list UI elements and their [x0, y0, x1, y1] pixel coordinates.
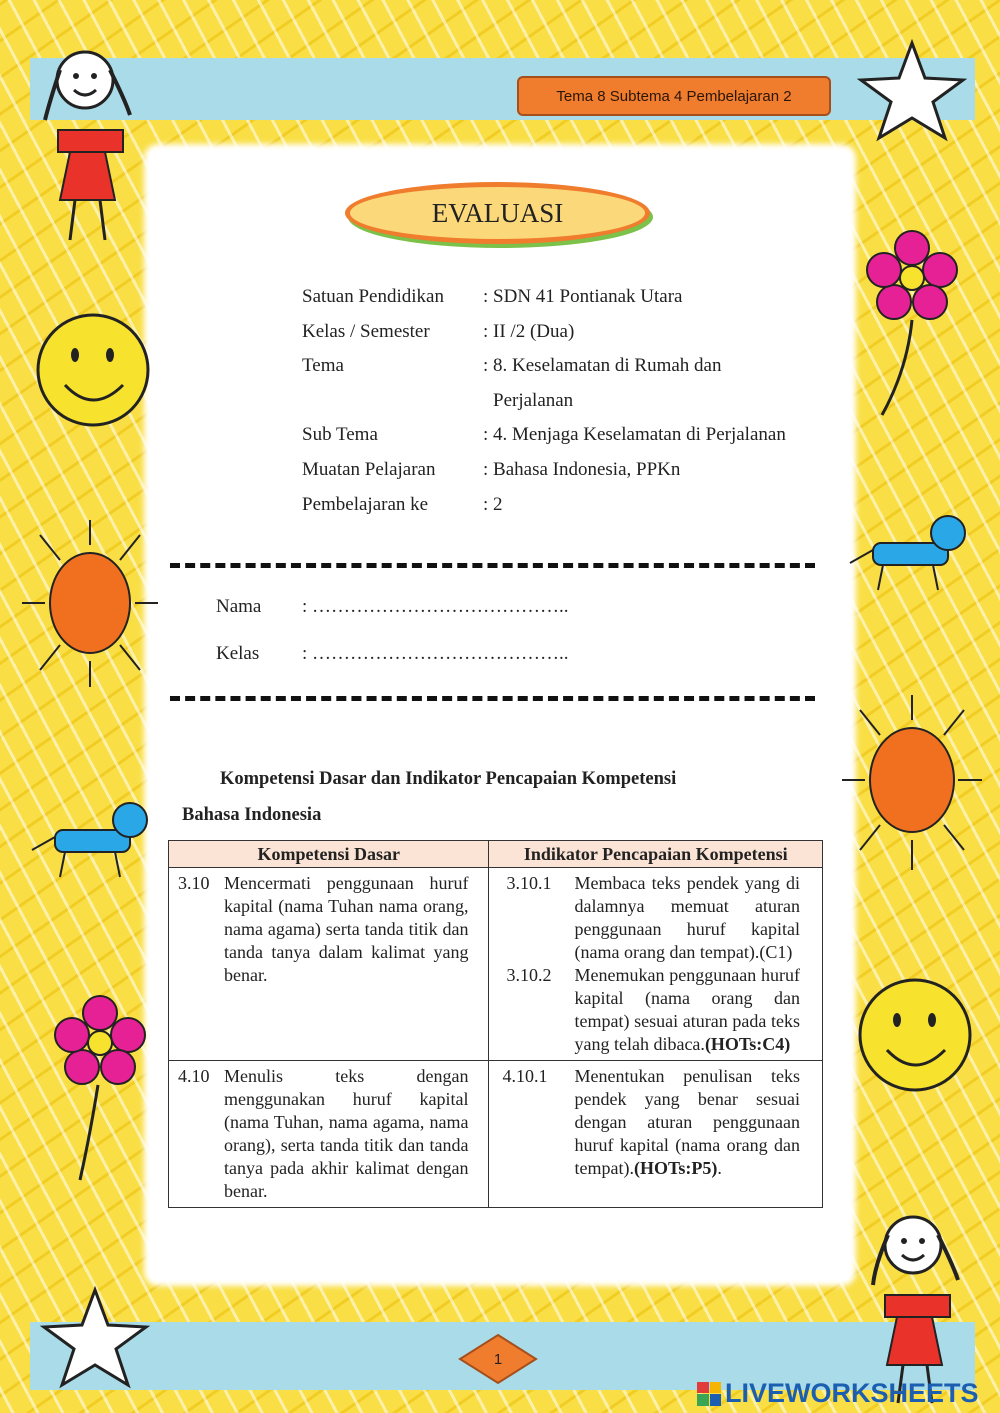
kd-cell [169, 1061, 489, 1208]
info-row [302, 280, 823, 315]
info-label: Pembelajaran ke [302, 493, 429, 515]
info-label: Tema [302, 355, 344, 377]
info-label: Muatan Pelajaran [302, 458, 436, 480]
liveworksheets-logo-icon [697, 1382, 721, 1406]
header-indicator: Indikator Pencapaian Kompetensi [489, 841, 823, 868]
dashed-divider [170, 563, 815, 568]
table-row [169, 868, 823, 1061]
kd-text: Mencermati penggunaan huruf kapital (nama Tuhan nama orang, nama agama) serta tanda titik dan tanda tanya dalam kalimat yang benar. [224, 873, 469, 985]
info-value: : 2 [483, 493, 503, 515]
info-value: : 4. Menjaga Keselamatan di Perjalanan [483, 424, 786, 446]
nama-value[interactable]: : ………………………………….. [302, 596, 569, 617]
info-value-continued: Perjalanan [493, 389, 574, 411]
indicator-number: 3.10.1 [506, 873, 552, 893]
info-row [302, 418, 823, 453]
nama-field[interactable] [216, 596, 569, 618]
indicator-text: Membaca teks pendek yang di dalamnya memuat aturan penggunaan huruf kapital (nama orang dan tempat).(C1) [574, 873, 800, 962]
kd-text: Menulis teks dengan menggunakan huruf kapital (nama Tuhan, nama agama, nama orang), serta tanda titik dan tanda tanya pada akhir kalimat dengan benar. [224, 1066, 469, 1201]
info-label: Satuan Pendidikan [302, 286, 444, 307]
info-row [302, 488, 823, 523]
info-label: Sub Tema [302, 424, 378, 446]
kelas-field[interactable] [216, 643, 569, 665]
header-kd: Kompetensi Dasar [169, 841, 489, 868]
sun-icon [20, 515, 160, 690]
table-row [169, 1061, 823, 1208]
star-icon [855, 38, 970, 148]
cat-drawing-icon [30, 795, 155, 880]
info-value: : II /2 (Dua) [483, 320, 575, 342]
hots-tag: (HOTs:P5) [633, 1158, 718, 1178]
indicator-text: Menemukan penggunaan huruf kapital (nama orang dan tempat) sesuai aturan pada teks yang telah dibaca.(HOTs:C4) [574, 965, 800, 1054]
kd-number: 4.10 [178, 1066, 210, 1086]
hots-tag: (HOTs:C4) [704, 1034, 791, 1054]
info-value: : Bahasa Indonesia, PPKn [483, 458, 681, 480]
kelas-label: Kelas [216, 643, 260, 664]
page-number: 1 [493, 1350, 503, 1368]
star-bottom-icon [38, 1285, 153, 1395]
flower-right-icon [862, 230, 962, 420]
info-block [302, 280, 823, 522]
nama-label: Nama [216, 596, 262, 617]
top-band [30, 58, 975, 120]
info-row [302, 315, 823, 350]
info-label: Kelas / Semester [302, 320, 430, 342]
info-row [302, 349, 823, 384]
indicator-cell [489, 1061, 823, 1208]
subject-title: Bahasa Indonesia [182, 805, 322, 825]
info-row [302, 453, 823, 488]
table-header-row [169, 841, 823, 868]
kd-number: 3.10 [178, 873, 210, 893]
kd-cell [169, 868, 489, 1061]
kelas-value[interactable]: : ………………………………….. [302, 643, 569, 664]
indicator-number: 3.10.2 [506, 965, 552, 985]
girl-right-icon [855, 1205, 980, 1405]
section-title: Kompetensi Dasar dan Indikator Pencapaian Kompetensi [220, 769, 677, 789]
info-value: : SDN 41 Pontianak Utara [483, 286, 683, 307]
smiley-right-icon [855, 975, 975, 1095]
indicator-cell [489, 868, 823, 1061]
page-number-badge [458, 1333, 538, 1385]
smiley-icon [35, 310, 155, 430]
indicator-number: 4.10.1 [502, 1066, 548, 1086]
cat-right-icon [848, 508, 973, 593]
watermark-text: LIVEWORKSHEETS [725, 1378, 979, 1408]
indicator-text: Menentukan penulisan teks pendek yang benar sesuai dengan aturan penggunaan huruf kapital (nama orang dan tempat).(HOTs:P5). [574, 1066, 800, 1178]
tema-badge: Tema 8 Subtema 4 Pembelajaran 2 [517, 76, 831, 116]
competency-table [168, 840, 823, 1208]
girl-drawing-icon [30, 40, 160, 250]
sun-right-icon [840, 690, 985, 875]
page-title: EVALUASI [345, 182, 650, 244]
info-value: : 8. Keselamatan di Rumah dan [483, 355, 722, 377]
flower-icon [50, 995, 155, 1185]
dashed-divider [170, 696, 815, 701]
info-row-continued [302, 384, 823, 419]
liveworksheets-logo [697, 1378, 979, 1409]
